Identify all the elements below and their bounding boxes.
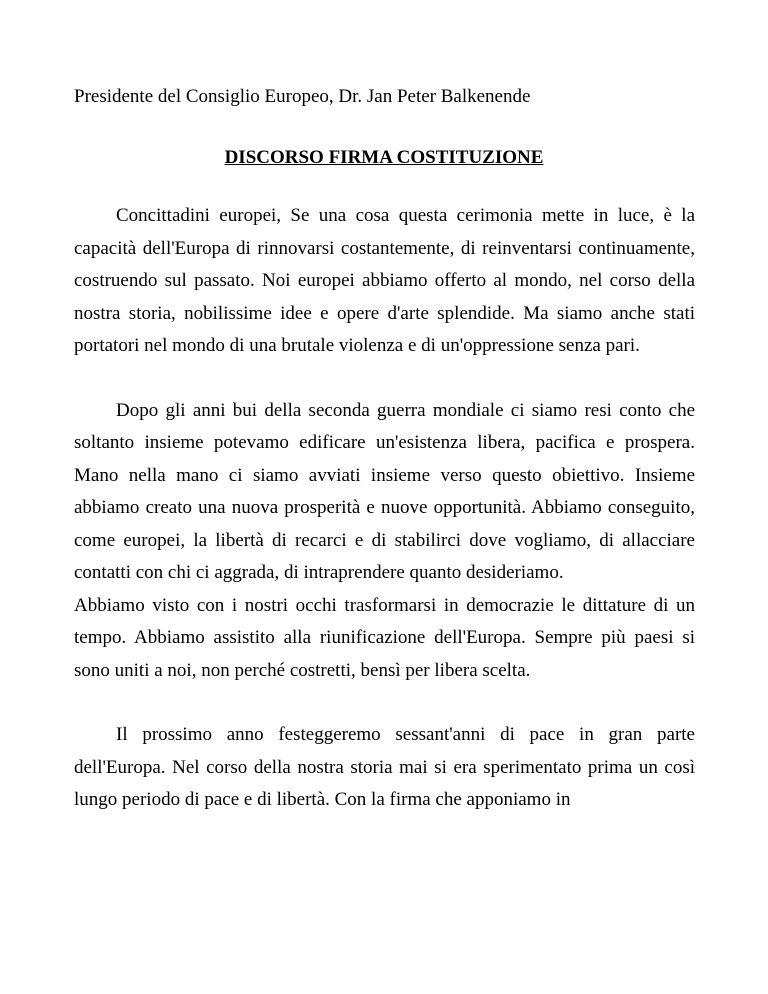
paragraph-1: Concittadini europei, Se una cosa questa cerimonia mette in luce, è la capacità dell'Europa di rinnovarsi costantemente, di reinventarsi continuamente, costruendo sul passato. Noi europei abbiamo offerto al mondo, nel corso della nostra storia, nobilissime idee e opere d'arte splendide. Ma siamo anche stati portatori nel mondo di una brutale violenza e di un'oppressione senza pari. xyxy=(74,205,695,356)
paragraph-2: Dopo gli anni bui della seconda guerra mondiale ci siamo resi conto che soltanto insieme potevamo edificare un'esistenza libera, pacifica e prospera. Mano nella mano ci siamo avviati insieme verso questo obiettivo. Insieme abbiamo creato una nuova prosperità e nuove opportunità. Abbiamo conseguito, come europei, la libertà di recarci e di stabilirci dove vogliamo, di allacciare contatti con chi ci aggrada, di intraprendere quanto desideriamo. xyxy=(74,399,695,583)
author-line: Presidente del Consiglio Europeo, Dr. Jan Peter Balkenende xyxy=(74,86,531,107)
paragraph-4: Il prossimo anno festeggeremo sessant'anni di pace in gran parte dell'Europa. Nel corso della nostra storia mai si era sperimentato prima un così lungo periodo di pace e di libertà. Con la firma che apponiamo in xyxy=(74,724,695,810)
document-title: DISCORSO FIRMA COSTITUZIONE xyxy=(224,147,544,168)
paragraph-3: Abbiamo visto con i nostri occhi trasformarsi in democrazie le dittature di un tempo. Abbiamo assistito alla riunificazione dell'Europa. Sempre più paesi si sono uniti a noi, non perché costretti, bensì per libera scelta. xyxy=(74,594,695,681)
document-body xyxy=(74,200,695,817)
